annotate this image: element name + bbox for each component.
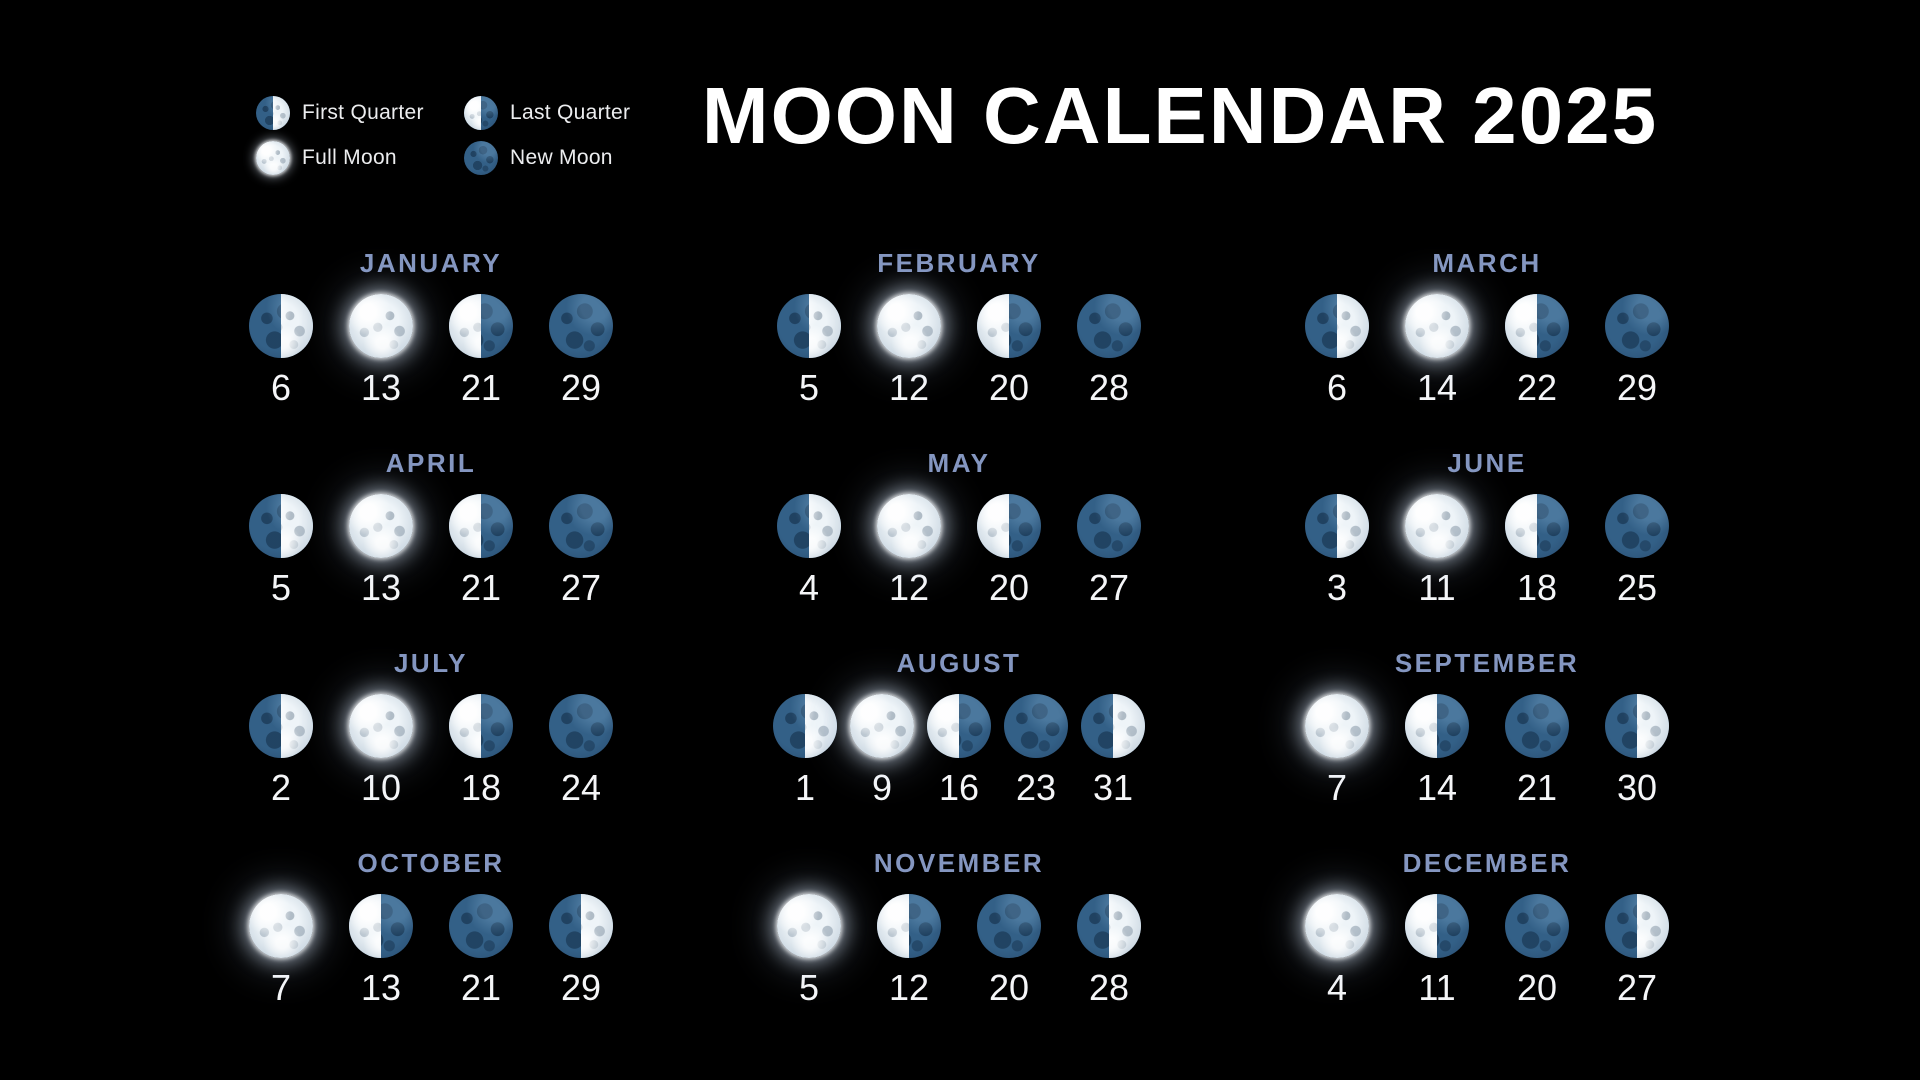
phase-item <box>549 494 613 606</box>
moon-dark-side <box>1505 694 1569 758</box>
phase-item <box>449 894 513 1006</box>
phase-row <box>1272 294 1702 406</box>
phase-date: 22 <box>1516 367 1558 408</box>
phase-date: 5 <box>798 367 820 408</box>
new-moon-icon <box>1505 894 1569 958</box>
phase-date: 24 <box>560 767 602 808</box>
full-moon-icon <box>877 294 941 358</box>
phase-item <box>877 894 941 1006</box>
full-moon-icon <box>349 494 413 558</box>
phase-date: 4 <box>1326 967 1348 1008</box>
month-name: OCTOBER <box>357 848 505 878</box>
last-quarter-moon-icon <box>1505 494 1569 558</box>
phase-item <box>1077 494 1141 606</box>
phase-item <box>449 494 513 606</box>
month-name: APRIL <box>385 448 477 478</box>
phase-item <box>1305 494 1369 606</box>
phase-item <box>349 494 413 606</box>
full-moon-icon <box>1405 294 1469 358</box>
phase-date: 13 <box>360 967 402 1008</box>
month-name: JANUARY <box>359 248 503 278</box>
legend-item <box>256 96 432 130</box>
last-quarter-moon-icon <box>449 494 513 558</box>
phase-item <box>777 494 841 606</box>
first-quarter-moon-icon <box>773 694 837 758</box>
last-quarter-moon-icon <box>1405 894 1469 958</box>
month-name: JUNE <box>1447 448 1527 478</box>
phase-item <box>977 894 1041 1006</box>
phase-item <box>249 294 313 406</box>
month-name: SEPTEMBER <box>1394 648 1580 678</box>
phase-date: 23 <box>1015 767 1057 808</box>
phase-item <box>1004 694 1068 806</box>
phase-date: 28 <box>1088 967 1130 1008</box>
last-quarter-moon-icon <box>877 894 941 958</box>
phase-item <box>1077 294 1141 406</box>
phase-item <box>1077 894 1141 1006</box>
phase-row <box>744 894 1174 1006</box>
phase-date: 30 <box>1616 767 1658 808</box>
moon-light-side <box>349 294 413 358</box>
phase-date: 20 <box>1516 967 1558 1008</box>
moon-light-side <box>1305 694 1369 758</box>
page-title: MOON CALENDAR 2025 <box>701 71 1659 160</box>
phase-date: 12 <box>888 567 930 608</box>
phase-date: 21 <box>1516 767 1558 808</box>
last-quarter-moon-icon <box>1505 294 1569 358</box>
month-block-september <box>1272 649 1702 849</box>
first-quarter-moon-icon <box>249 494 313 558</box>
new-moon-icon <box>464 141 498 175</box>
month-name: FEBRUARY <box>877 248 1041 278</box>
phase-date: 4 <box>798 567 820 608</box>
phase-date: 9 <box>871 767 893 808</box>
phase-date: 21 <box>460 367 502 408</box>
first-quarter-moon-icon <box>249 694 313 758</box>
moon-dark-side <box>1077 294 1141 358</box>
phase-date: 27 <box>560 567 602 608</box>
full-moon-icon <box>877 494 941 558</box>
month-block-october <box>216 849 646 1049</box>
phase-item <box>927 694 991 806</box>
phase-date: 10 <box>360 767 402 808</box>
month-name: NOVEMBER <box>873 848 1045 878</box>
phase-row <box>1272 494 1702 606</box>
phase-date: 20 <box>988 367 1030 408</box>
phase-date: 2 <box>270 767 292 808</box>
month-name: MAY <box>927 448 991 478</box>
phase-date: 14 <box>1416 767 1458 808</box>
phase-date: 27 <box>1616 967 1658 1008</box>
full-moon-icon <box>777 894 841 958</box>
phase-date: 13 <box>360 567 402 608</box>
first-quarter-moon-icon <box>1077 894 1141 958</box>
phase-item <box>1405 494 1469 606</box>
phase-row <box>1272 694 1702 806</box>
full-moon-icon <box>349 294 413 358</box>
phase-item <box>549 294 613 406</box>
phase-item <box>977 294 1041 406</box>
full-moon-icon <box>249 894 313 958</box>
phase-row <box>216 694 646 806</box>
moon-light-side <box>850 694 914 758</box>
phase-date: 12 <box>888 967 930 1008</box>
phase-date: 11 <box>1418 967 1456 1008</box>
month-name: DECEMBER <box>1402 848 1572 878</box>
phase-item <box>1605 694 1669 806</box>
phase-date: 6 <box>270 367 292 408</box>
phase-item <box>1605 894 1669 1006</box>
moon-dark-side <box>549 694 613 758</box>
phase-date: 29 <box>560 367 602 408</box>
month-name: MARCH <box>1432 248 1542 278</box>
phase-item <box>1081 694 1145 806</box>
moon-light-side <box>349 694 413 758</box>
phase-date: 3 <box>1326 567 1348 608</box>
first-quarter-moon-icon <box>1605 894 1669 958</box>
phase-date: 21 <box>460 567 502 608</box>
phase-date: 7 <box>1326 767 1348 808</box>
moon-light-side <box>1405 494 1469 558</box>
phase-item <box>349 894 413 1006</box>
new-moon-icon <box>1004 694 1068 758</box>
first-quarter-moon-icon <box>549 894 613 958</box>
full-moon-icon <box>256 141 290 175</box>
phase-item <box>777 294 841 406</box>
phase-item <box>249 494 313 606</box>
phase-item <box>1505 494 1569 606</box>
moon-dark-side <box>549 494 613 558</box>
month-name: JULY <box>393 648 469 678</box>
phase-date: 14 <box>1416 367 1458 408</box>
moon-dark-side <box>449 894 513 958</box>
phase-item <box>850 694 914 806</box>
moon-dark-side <box>1605 294 1669 358</box>
phase-item <box>1505 894 1569 1006</box>
last-quarter-moon-icon <box>349 894 413 958</box>
month-block-december <box>1272 849 1702 1049</box>
phase-date: 5 <box>798 967 820 1008</box>
phase-item <box>1305 694 1369 806</box>
first-quarter-moon-icon <box>249 294 313 358</box>
month-block-june <box>1272 449 1702 649</box>
moon-dark-side <box>1505 894 1569 958</box>
phase-item <box>1405 294 1469 406</box>
month-name: AUGUST <box>896 648 1022 678</box>
full-moon-icon <box>349 694 413 758</box>
full-moon-icon <box>1405 494 1469 558</box>
phase-date: 1 <box>794 767 816 808</box>
last-quarter-moon-icon <box>977 294 1041 358</box>
new-moon-icon <box>977 894 1041 958</box>
phase-date: 20 <box>988 567 1030 608</box>
phase-item <box>449 294 513 406</box>
phase-date: 13 <box>360 367 402 408</box>
last-quarter-moon-icon <box>464 96 498 130</box>
month-block-january <box>216 249 646 449</box>
phase-item <box>1605 294 1669 406</box>
new-moon-icon <box>1605 294 1669 358</box>
legend-item-label: New Moon <box>510 146 613 169</box>
moon-light-side <box>877 494 941 558</box>
phase-date: 16 <box>938 767 980 808</box>
phase-row <box>744 694 1174 806</box>
phase-date: 21 <box>460 967 502 1008</box>
first-quarter-moon-icon <box>1305 294 1369 358</box>
legend-item-label: Last Quarter <box>510 101 631 124</box>
phase-item <box>977 494 1041 606</box>
phase-item <box>773 694 837 806</box>
first-quarter-moon-icon <box>1081 694 1145 758</box>
first-quarter-moon-icon <box>777 294 841 358</box>
phase-item <box>877 494 941 606</box>
legend-column <box>256 96 432 175</box>
moon-dark-side <box>549 294 613 358</box>
month-block-november <box>744 849 1174 1049</box>
months-grid <box>216 249 1702 1049</box>
last-quarter-moon-icon <box>977 494 1041 558</box>
phase-date: 18 <box>1516 567 1558 608</box>
phase-date: 20 <box>988 967 1030 1008</box>
new-moon-icon <box>1605 494 1669 558</box>
phase-date: 12 <box>888 367 930 408</box>
month-block-march <box>1272 249 1702 449</box>
first-quarter-moon-icon <box>777 494 841 558</box>
moon-dark-side <box>977 894 1041 958</box>
new-moon-icon <box>549 294 613 358</box>
last-quarter-moon-icon <box>1405 694 1469 758</box>
new-moon-icon <box>549 494 613 558</box>
phase-date: 31 <box>1092 767 1134 808</box>
phase-date: 25 <box>1616 567 1658 608</box>
phase-row <box>744 494 1174 606</box>
first-quarter-moon-icon <box>1605 694 1669 758</box>
month-block-july <box>216 649 646 849</box>
phase-item <box>249 694 313 806</box>
moon-light-side <box>877 294 941 358</box>
moon-light-side <box>349 494 413 558</box>
phase-row <box>216 294 646 406</box>
moon-light-side <box>777 894 841 958</box>
phase-item <box>777 894 841 1006</box>
moon-light-side <box>1305 894 1369 958</box>
moon-dark-side <box>1004 694 1068 758</box>
phase-row <box>744 294 1174 406</box>
full-moon-icon <box>1305 694 1369 758</box>
phase-item <box>349 694 413 806</box>
moon-light-side <box>1405 294 1469 358</box>
phase-date: 7 <box>270 967 292 1008</box>
phase-date: 28 <box>1088 367 1130 408</box>
phase-item <box>1505 694 1569 806</box>
new-moon-icon <box>549 694 613 758</box>
phase-item <box>1605 494 1669 606</box>
phase-item <box>877 294 941 406</box>
first-quarter-moon-icon <box>1305 494 1369 558</box>
phase-date: 27 <box>1088 567 1130 608</box>
moon-dark-side <box>1605 494 1669 558</box>
full-moon-icon <box>850 694 914 758</box>
phase-item <box>1305 894 1369 1006</box>
new-moon-icon <box>1077 294 1141 358</box>
phase-date: 5 <box>270 567 292 608</box>
new-moon-icon <box>1505 694 1569 758</box>
month-block-april <box>216 449 646 649</box>
phase-date: 29 <box>1616 367 1658 408</box>
phase-row <box>216 494 646 606</box>
month-block-may <box>744 449 1174 649</box>
phase-date: 18 <box>460 767 502 808</box>
phase-item <box>1305 294 1369 406</box>
first-quarter-moon-icon <box>256 96 290 130</box>
legend-item-label: Full Moon <box>302 146 397 169</box>
phase-item <box>1405 694 1469 806</box>
last-quarter-moon-icon <box>449 294 513 358</box>
phase-item <box>549 894 613 1006</box>
phase-item <box>449 694 513 806</box>
legend-item <box>256 141 432 175</box>
phase-item <box>1405 894 1469 1006</box>
new-moon-icon <box>449 894 513 958</box>
moon-dark-side <box>464 141 498 175</box>
phase-item <box>549 694 613 806</box>
phase-item <box>1505 294 1569 406</box>
phase-date: 29 <box>560 967 602 1008</box>
month-block-august <box>744 649 1174 849</box>
month-block-february <box>744 249 1174 449</box>
legend-item-label: First Quarter <box>302 101 424 124</box>
moon-dark-side <box>1077 494 1141 558</box>
new-moon-icon <box>1077 494 1141 558</box>
phase-item <box>249 894 313 1006</box>
moon-light-side <box>249 894 313 958</box>
last-quarter-moon-icon <box>449 694 513 758</box>
last-quarter-moon-icon <box>927 694 991 758</box>
phase-row <box>1272 894 1702 1006</box>
phase-date: 11 <box>1418 567 1456 608</box>
phase-date: 6 <box>1326 367 1348 408</box>
phase-row <box>216 894 646 1006</box>
moon-light-side <box>256 141 290 175</box>
phase-item <box>349 294 413 406</box>
full-moon-icon <box>1305 894 1369 958</box>
